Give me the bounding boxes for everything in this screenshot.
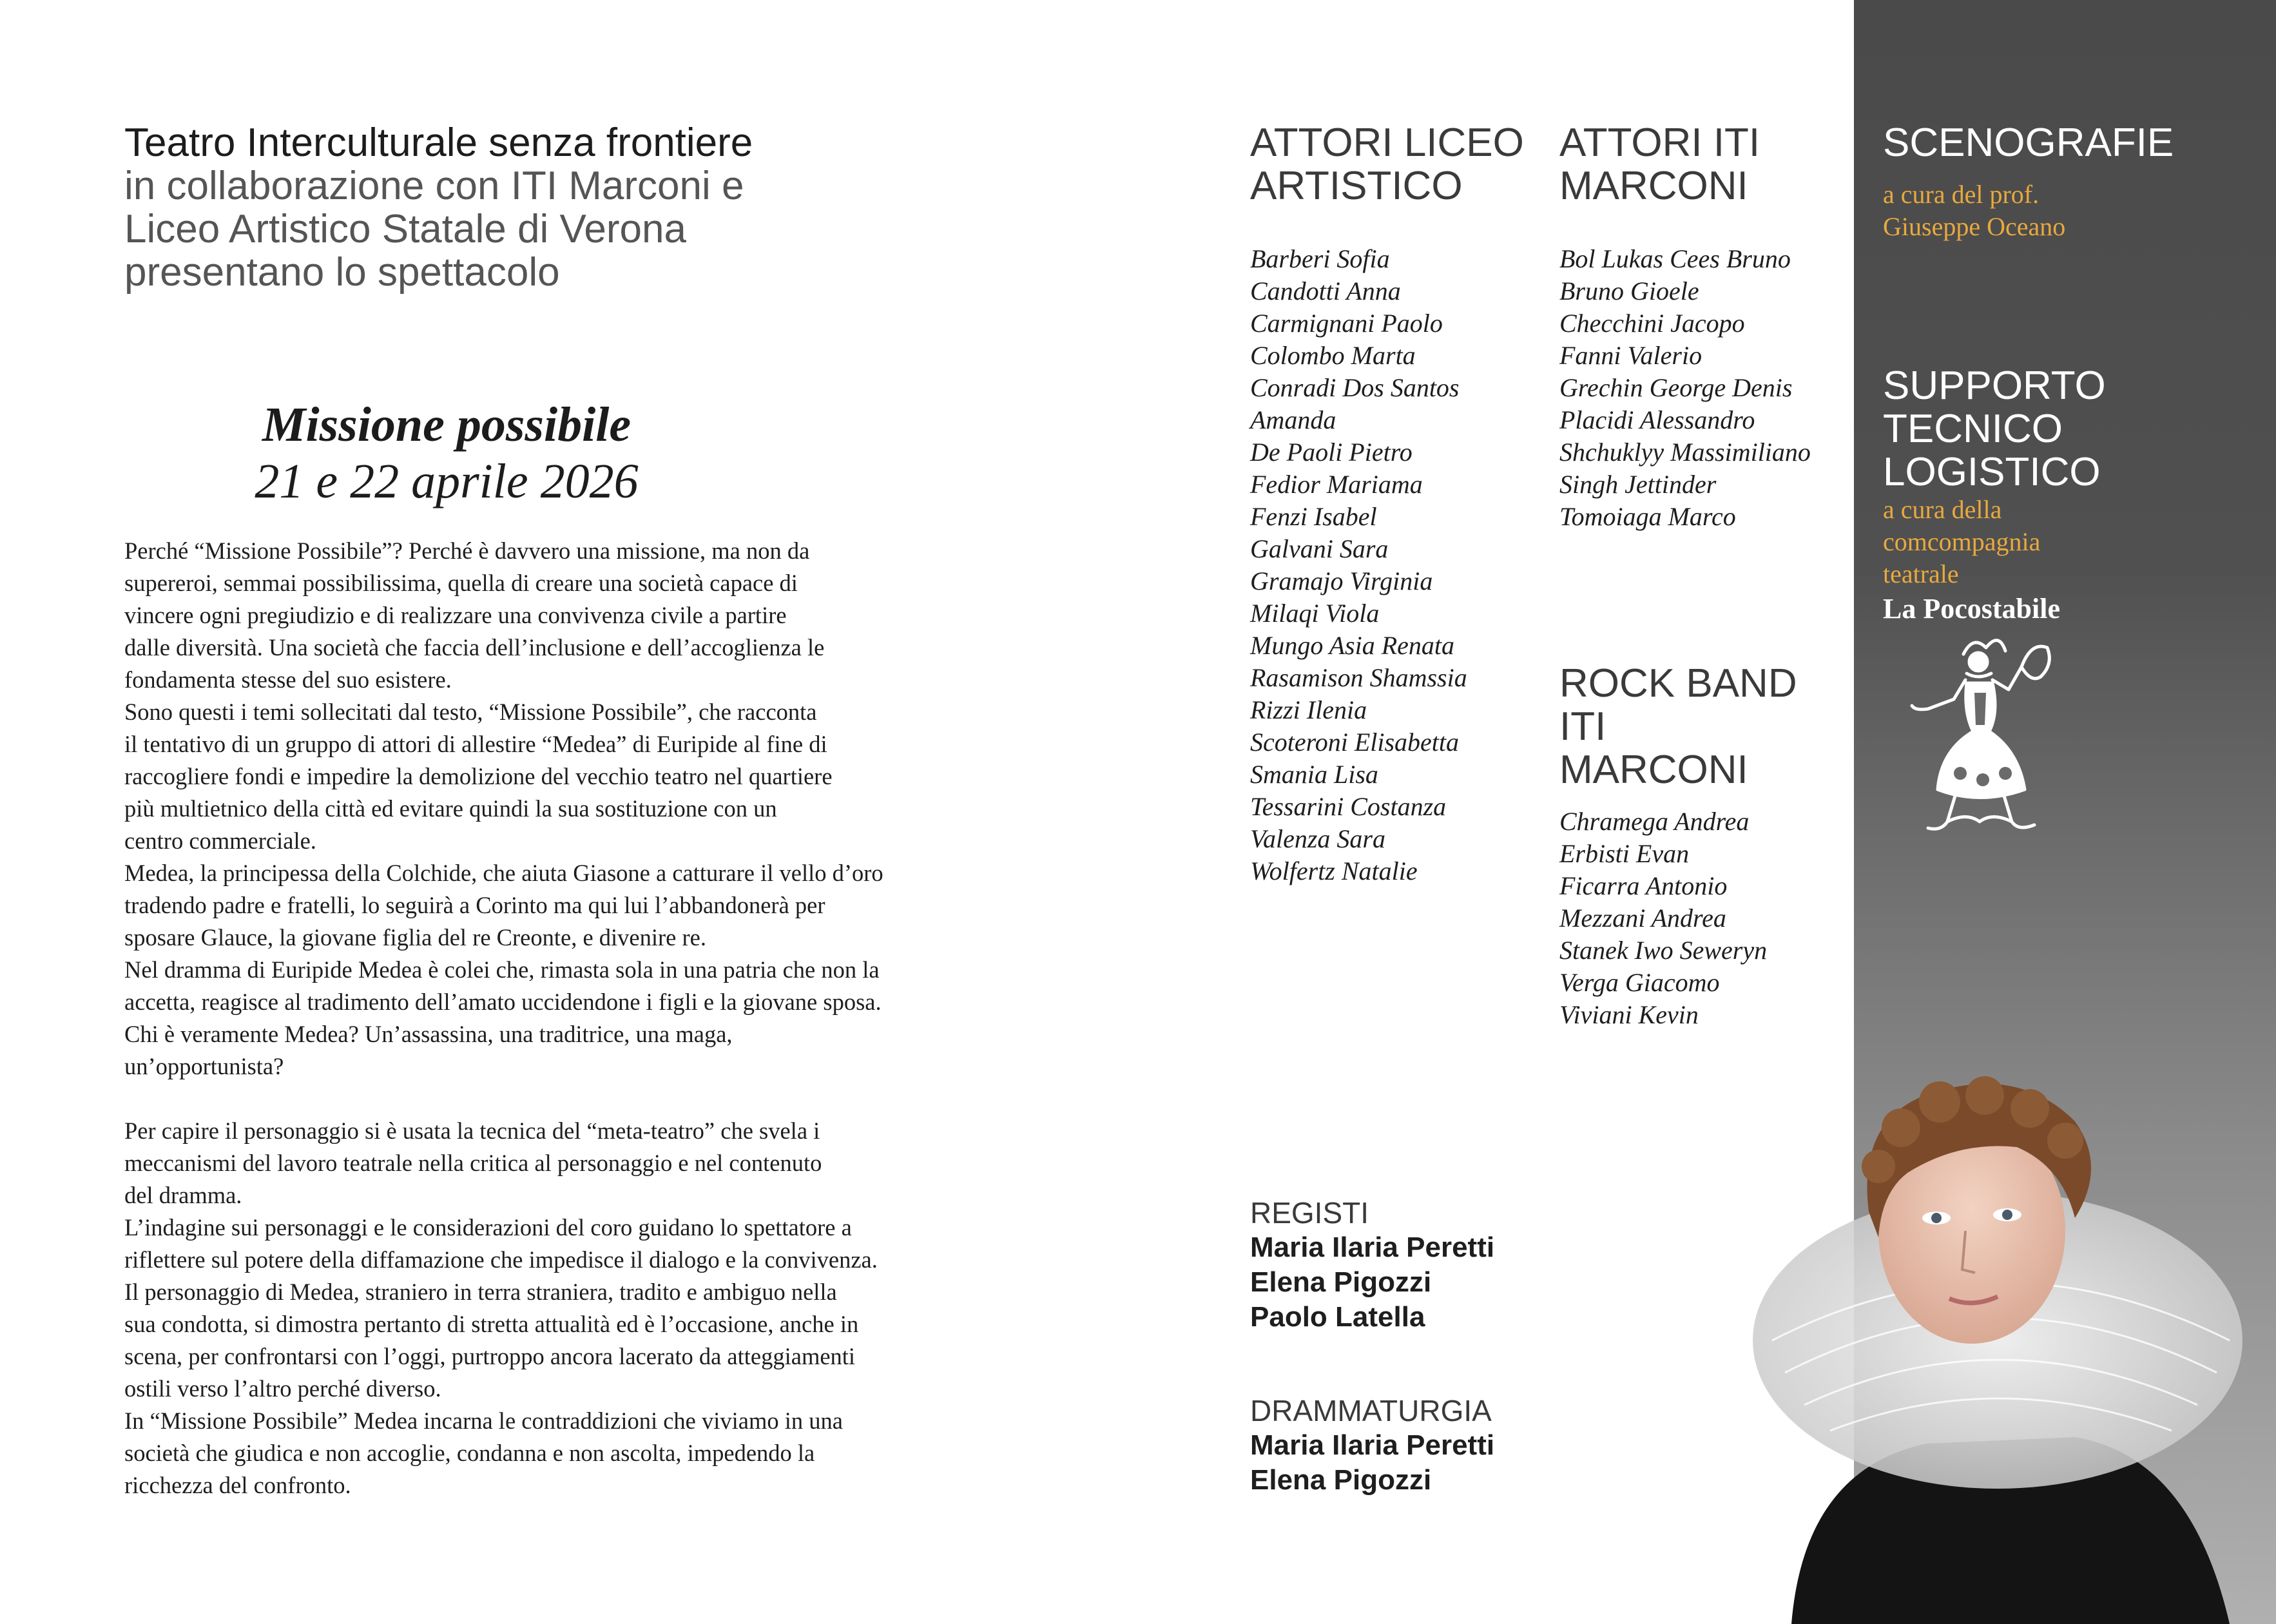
- cast-iti-list: [1559, 243, 1849, 533]
- cast-name: Shchuklyy Massimiliano: [1559, 438, 1811, 467]
- registi: [1250, 1195, 1540, 1335]
- band-member-name: Mezzani Andrea: [1559, 904, 1726, 933]
- rock-band-heading-1: ROCK BAND ITI: [1559, 661, 1797, 749]
- cast-name: Grechin George Denis: [1559, 373, 1793, 402]
- scenografie-credit-2: Giuseppe Oceano: [1883, 212, 2066, 241]
- cast-name: Milaqi Viola: [1250, 599, 1380, 628]
- description-line: del dramma.: [124, 1182, 242, 1208]
- cast-name: Gramajo Virginia: [1250, 566, 1433, 595]
- supporto-heading-2: TECNICO: [1883, 407, 2063, 451]
- description-line: raccogliere fondi e impedire la demolizione del vecchio teatro nel quartiere: [124, 763, 833, 789]
- description-line: Sono questi i temi sollecitati dal testo, “Missione Possibile”, che racconta: [124, 699, 817, 725]
- cast-iti-heading-1: ATTORI ITI: [1559, 121, 1760, 165]
- registi-list: [1250, 1230, 1540, 1335]
- cast-name: Carmignani Paolo: [1250, 309, 1443, 338]
- cast-name: Rizzi Ilenia: [1250, 695, 1367, 724]
- director-name: Elena Pigozzi: [1250, 1266, 1432, 1298]
- drammaturgia-list: [1250, 1428, 1540, 1498]
- director-name: Paolo Latella: [1250, 1301, 1425, 1333]
- supporto-block: [1883, 364, 2106, 625]
- band-member-name: Erbisti Evan: [1559, 839, 1690, 868]
- rock-band: [1559, 662, 1849, 1031]
- cast-iti: [1559, 121, 1849, 533]
- cast-name: Fedior Mariama: [1250, 470, 1423, 499]
- cast-name: Barberi Sofia: [1250, 244, 1390, 273]
- cast-name: Bruno Gioele: [1559, 276, 1699, 305]
- cast-name: De Paoli Pietro: [1250, 438, 1413, 467]
- description-line: Medea, la principessa della Colchide, che aiuta Giasone a catturare il vello d’oro: [124, 860, 883, 886]
- description-line: Chi è veramente Medea? Un’assassina, una traditrice, una maga,: [124, 1021, 733, 1047]
- intro-line-3: Liceo Artistico Statale di Verona: [124, 207, 686, 251]
- intro-line-2: in collaborazione con ITI Marconi e: [124, 164, 744, 208]
- description-line: [124, 1083, 1039, 1115]
- cast-liceo-list: [1250, 243, 1540, 887]
- scenografie-heading: SCENOGRAFIE: [1883, 121, 2174, 165]
- cast-name: Conradi Dos Santos: [1250, 373, 1460, 402]
- intro-line-4: presentano lo spettacolo: [124, 250, 560, 295]
- supporto-heading-1: SUPPORTO: [1883, 363, 2106, 408]
- description-line: un’opportunista?: [124, 1053, 284, 1079]
- cast-liceo-heading-1: ATTORI LICEO: [1250, 121, 1524, 165]
- band-member-name: Chramega Andrea: [1559, 807, 1750, 836]
- description-line: Per capire il personaggio si è usata la tecnica del “meta-teatro” che svela i: [124, 1117, 820, 1144]
- description-line: In “Missione Possibile” Medea incarna le contraddizioni che viviamo in una: [124, 1407, 843, 1434]
- cast-name: Rasamison Shamssia: [1250, 663, 1467, 692]
- description-line: Nel dramma di Euripide Medea è colei che, rimasta sola in una patria che non la: [124, 956, 880, 983]
- description-line: centro commerciale.: [124, 827, 316, 854]
- director-name: Maria Ilaria Peretti: [1250, 1232, 1495, 1263]
- supporto-credit-1: a cura della: [1883, 495, 2002, 524]
- description-line: il tentativo di un gruppo di attori di allestire “Medea” di Euripide al fine di: [124, 731, 827, 757]
- description-line: ostili verso l’altro perché diverso.: [124, 1375, 441, 1402]
- playwright-name: Elena Pigozzi: [1250, 1464, 1432, 1496]
- description-line: sposare Glauce, la giovane figlia del re Creonte, e divenire re.: [124, 924, 706, 951]
- description-line: meccanismi del lavoro teatrale nella critica al personaggio e nel contenuto: [124, 1150, 822, 1176]
- description-line: L’indagine sui personaggi e le considerazioni del coro guidano lo spettatore a: [124, 1214, 852, 1241]
- cast-name: Valenza Sara: [1250, 824, 1385, 853]
- supporto-credit-3: teatrale: [1883, 559, 1959, 588]
- cast-name: Fanni Valerio: [1559, 341, 1702, 370]
- description-line: riflettere sul potere della diffamazione che impedisce il dialogo e la convivenza.: [124, 1246, 878, 1273]
- band-member-name: Stanek Iwo Seweryn: [1559, 936, 1768, 965]
- drammaturgia-heading: DRAMMATURGIA: [1250, 1394, 1492, 1427]
- description-line: scena, per confrontarsi con l’oggi, purtroppo ancora lacerato da atteggiamenti: [124, 1343, 856, 1369]
- intro-block: [124, 121, 769, 294]
- actor-portrait: [1714, 1070, 2276, 1624]
- cast-name: Wolfertz Natalie: [1250, 856, 1418, 885]
- rock-band-heading-2: MARCONI: [1559, 748, 1748, 792]
- cast-name: Placidi Alessandro: [1559, 405, 1755, 434]
- intro-line-1: Teatro Interculturale senza frontiere: [124, 121, 753, 165]
- cast-name: Mungo Asia Renata: [1250, 631, 1455, 660]
- cast-name: Bol Lukas Cees Bruno: [1559, 244, 1791, 273]
- description-line: fondamenta stesse del suo esistere.: [124, 666, 452, 693]
- company-brand: La Pocostabile: [1883, 593, 2060, 624]
- description-line: ricchezza del confronto.: [124, 1472, 351, 1498]
- description-line: società che giudica e non accoglie, condanna e non ascolta, impedendo la: [124, 1440, 815, 1466]
- cast-iti-heading-2: MARCONI: [1559, 164, 1748, 208]
- description-line: sua condotta, si dimostra pertanto di stretta attualità ed è l’occasione, anche in: [124, 1311, 859, 1337]
- drammaturgia: [1250, 1393, 1540, 1498]
- description-text: [124, 535, 1039, 1502]
- description-line: più multietnico della città ed evitare quindi la sua sostituzione con un: [124, 795, 777, 822]
- cast-name: Tessarini Costanza: [1250, 792, 1447, 821]
- cast-liceo-heading-2: ARTISTICO: [1250, 164, 1463, 208]
- cast-name: Scoteroni Elisabetta: [1250, 728, 1460, 757]
- playwright-name: Maria Ilaria Peretti: [1250, 1429, 1495, 1461]
- supporto-credit-2: comcompagnia: [1883, 527, 2041, 556]
- cast-name: Galvani Sara: [1250, 534, 1389, 563]
- cast-name: Colombo Marta: [1250, 341, 1416, 370]
- cast-name: Singh Jettinder: [1559, 470, 1717, 499]
- description-line: Il personaggio di Medea, straniero in terra straniera, tradito e ambiguo nella: [124, 1279, 837, 1305]
- registi-heading: REGISTI: [1250, 1196, 1369, 1230]
- description-line: vincere ogni pregiudizio e di realizzare una convivenza civile a partire: [124, 602, 787, 628]
- supporto-heading-3: LOGISTICO: [1883, 450, 2101, 494]
- cast-liceo: [1250, 121, 1540, 887]
- cast-name: Tomoiaga Marco: [1559, 502, 1736, 531]
- band-member-name: Ficarra Antonio: [1559, 871, 1728, 900]
- description-line: supereroi, semmai possibilissima, quella di creare una società capace di: [124, 570, 798, 596]
- cast-name: Amanda: [1250, 405, 1336, 434]
- show-dates: 21 e 22 aprile 2026: [255, 454, 639, 508]
- jester-logo-icon: [1902, 628, 2057, 841]
- description-line: Perché “Missione Possibile”? Perché è davvero una missione, ma non da: [124, 537, 810, 564]
- show-title: Missione possibile: [262, 398, 632, 452]
- scenografie-block: [1883, 121, 2174, 243]
- cast-name: Smania Lisa: [1250, 760, 1378, 789]
- cast-name: Fenzi Isabel: [1250, 502, 1377, 531]
- cast-name: Candotti Anna: [1250, 276, 1401, 305]
- rock-band-list: [1559, 806, 1849, 1031]
- band-member-name: Viviani Kevin: [1559, 1000, 1699, 1029]
- description-line: tradendo padre e fratelli, lo seguirà a Corinto ma qui lui l’abbandonerà per: [124, 892, 825, 918]
- cast-name: Checchini Jacopo: [1559, 309, 1745, 338]
- show-title-block: [124, 396, 769, 510]
- band-member-name: Verga Giacomo: [1559, 968, 1720, 997]
- description-line: dalle diversità. Una società che faccia dell’inclusione e dell’accoglienza le: [124, 634, 825, 661]
- description-line: accetta, reagisce al tradimento dell’amato uccidendone i figli e la giovane sposa.: [124, 989, 882, 1015]
- scenografie-credit-1: a cura del prof.: [1883, 180, 2040, 209]
